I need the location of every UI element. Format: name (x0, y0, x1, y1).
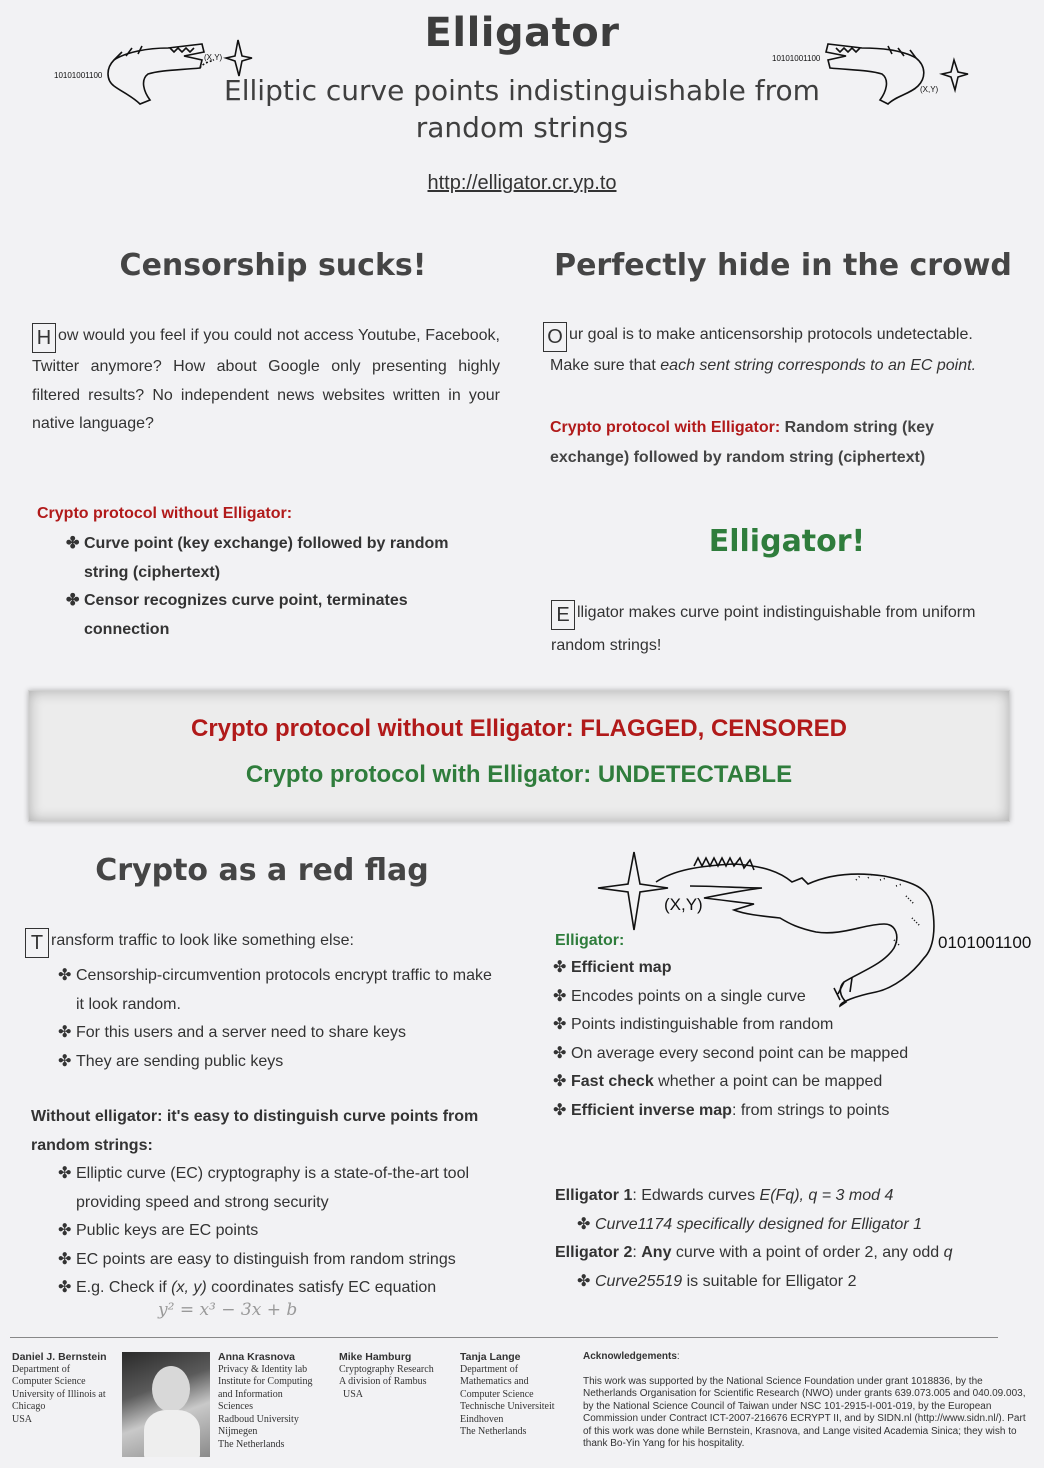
drop-cap: E (551, 600, 575, 630)
bullet-icon: ✤ (66, 592, 80, 609)
drop-cap: H (32, 323, 56, 353)
bullet-icon: ✤ (553, 1073, 567, 1090)
hide-heading: Perfectly hide in the crowd (554, 248, 1012, 283)
banner-line-undetectable: Crypto protocol with Elligator: UNDETECTABLE (245, 761, 793, 788)
bullet-icon: ✤ (577, 1272, 591, 1290)
poster-subtitle: Elliptic curve points indistinguishable from random strings (224, 74, 820, 144)
elligator-excl-paragraph: E lligator makes curve point indistinguishable from uniform random strings! (551, 597, 991, 662)
censorship-list (60, 530, 480, 644)
bullet-icon: ✤ (553, 1101, 567, 1119)
acknowledgements: Acknowledgements: This work was supported by the National Science Foundation under grant 1018836, by the Netherlands Organisation for Scientific Research (NWO) under grants 639.073.005 and 040.09.003, by the National Science Council of Taiwan under NSC 101-2915-I-001-019, by the European Commission under Contract ICT-2007-216676 ECRYPT II, and by SIDN.nl (http://www.sidn.nl/). Part of this work was done while Bernstein, Krasnova, and Lange visited Academia Sinica; they wish to thank Bo-Yin Yang for his hospitality. (583, 1351, 1026, 1449)
bullet-icon: ✤ (58, 1165, 72, 1182)
elligator-props-label: Elligator: (555, 932, 625, 949)
redflag-intro: T ransform traffic to look like something else: (25, 927, 495, 958)
alligator-right-icon (770, 36, 975, 110)
bullet-icon: ✤ (58, 1024, 72, 1041)
list-item: ✤ Efficient map (553, 954, 993, 983)
banner-line-flagged: Crypto protocol without Elligator: FLAGGED, CENSORED (191, 715, 847, 742)
bullet-icon: ✤ (553, 1044, 567, 1062)
list-item: ✤ Curve point (key exchange) followed by random string (ciphertext) (60, 530, 480, 587)
list-item: ✤ Fast check whether a point can be mapped (553, 1068, 993, 1097)
ec-list (52, 1160, 482, 1303)
author-lange: Tanja Lange Department of Mathematics and Computer Science Technische Universiteit Eindhoven The Netherlands (460, 1351, 555, 1437)
gator-right-point: (X,Y) (920, 85, 939, 94)
censorship-text: ow would you feel if you could not access Youtube, Facebook, Twitter anymore? How about Google only presenting highly filtered results? No independent news websites written in your native language? (32, 327, 500, 432)
bullet-icon: ✤ (66, 535, 80, 552)
elligator-props-list (553, 954, 993, 1125)
list-item: ✤ EC points are easy to distinguish from random strings (52, 1246, 482, 1275)
with-elligator-paragraph: Crypto protocol with Elligator: Random string (key exchange) followed by random string (ciphertext) (550, 419, 935, 466)
list-item: ✤ Elliptic curve (EC) cryptography is a state-of-the-art tool providing speed and strong security (52, 1160, 482, 1217)
ec-equation: y² = x³ − 3x + b (158, 1300, 298, 1320)
alligator-left-icon (52, 34, 257, 110)
elligator1-line: Elligator 1: Edwards curves E(Fq), q = 3 mod 4 (555, 1187, 894, 1204)
redflag-list (52, 962, 492, 1076)
list-item: ✤ They are sending public keys (52, 1048, 492, 1077)
bullet-icon: ✤ (58, 1279, 72, 1296)
hide-paragraph: O ur goal is to make anticensorship protocols undetectable. Make sure that each sent string corresponds to an EC point. (543, 321, 993, 381)
list-item: ✤ On average every second point can be mapped (553, 1040, 993, 1069)
bullet-icon: ✤ (553, 959, 567, 976)
summary-banner (28, 690, 1010, 822)
author-hamburg: Mike Hamburg Cryptography Research A division of Rambus USA (339, 1351, 434, 1400)
list-item: ✤ Encodes points on a single curve (553, 983, 993, 1012)
bullet-icon: ✤ (58, 1222, 72, 1239)
author-krasnova: Anna Krasnova Privacy & Identity lab Institute for Computing and Information Sciences Radboud University Nijmegen The Netherlands (218, 1351, 313, 1450)
big-gator-point: (X,Y) (664, 895, 703, 914)
bullet-icon: ✤ (58, 1250, 72, 1268)
redflag-heading: Crypto as a red flag (95, 853, 429, 888)
drop-cap: O (543, 322, 567, 352)
bullet-icon: ✤ (553, 1016, 567, 1033)
list-item: ✤ Censorship-circumvention protocols encrypt traffic to make it look random. (52, 962, 492, 1019)
list-item: ✤ Public keys are EC points (52, 1217, 482, 1246)
without-elligator-distinguish: Without elligator: it's easy to distinguish curve points from random strings: (31, 1108, 479, 1154)
big-gator-bits: 0101001100 (938, 933, 1032, 952)
footer-divider (10, 1337, 998, 1338)
list-item: ✤ Curve25519 is suitable for Elligator 2 (555, 1268, 995, 1297)
gator-left-point: (X,Y) (204, 53, 223, 62)
poster-title: Elligator (424, 10, 620, 56)
elligator-excl-heading: Elligator! (708, 524, 866, 559)
list-item: ✤ Points indistinguishable from random (553, 1011, 993, 1040)
project-link[interactable]: http://elligator.cr.yp.to (427, 172, 617, 194)
gator-left-bits: 10101001100 (54, 71, 103, 80)
gator-right-bits: 10101001100 (772, 54, 821, 63)
bullet-icon: ✤ (553, 987, 567, 1005)
list-item: ✤ Curve1174 specifically designed for Elligator 1 (555, 1211, 995, 1240)
without-elligator-label: Crypto protocol without Elligator: (37, 505, 293, 522)
bullet-icon: ✤ (577, 1215, 591, 1233)
list-item: ✤ For this users and a server need to share keys (52, 1019, 492, 1048)
elligator-variants (555, 1182, 995, 1296)
censorship-heading: Censorship sucks! (119, 248, 427, 283)
list-item: ✤ Censor recognizes curve point, terminates connection (60, 587, 480, 644)
list-item: ✤ E.g. Check if (x, y) coordinates satisfy EC equation (52, 1274, 482, 1303)
bullet-icon: ✤ (58, 1052, 72, 1070)
drop-cap: T (25, 928, 49, 958)
list-item: ✤ Efficient inverse map: from strings to points (553, 1097, 993, 1126)
author-photo (122, 1352, 210, 1457)
author-bernstein: Daniel J. Bernstein Department of Computer Science University of Illinois at Chicago USA (12, 1351, 107, 1425)
elligator2-line: Elligator 2: Any curve with a point of order 2, any odd q (555, 1244, 953, 1261)
bullet-icon: ✤ (58, 967, 72, 984)
censorship-paragraph (32, 322, 500, 439)
